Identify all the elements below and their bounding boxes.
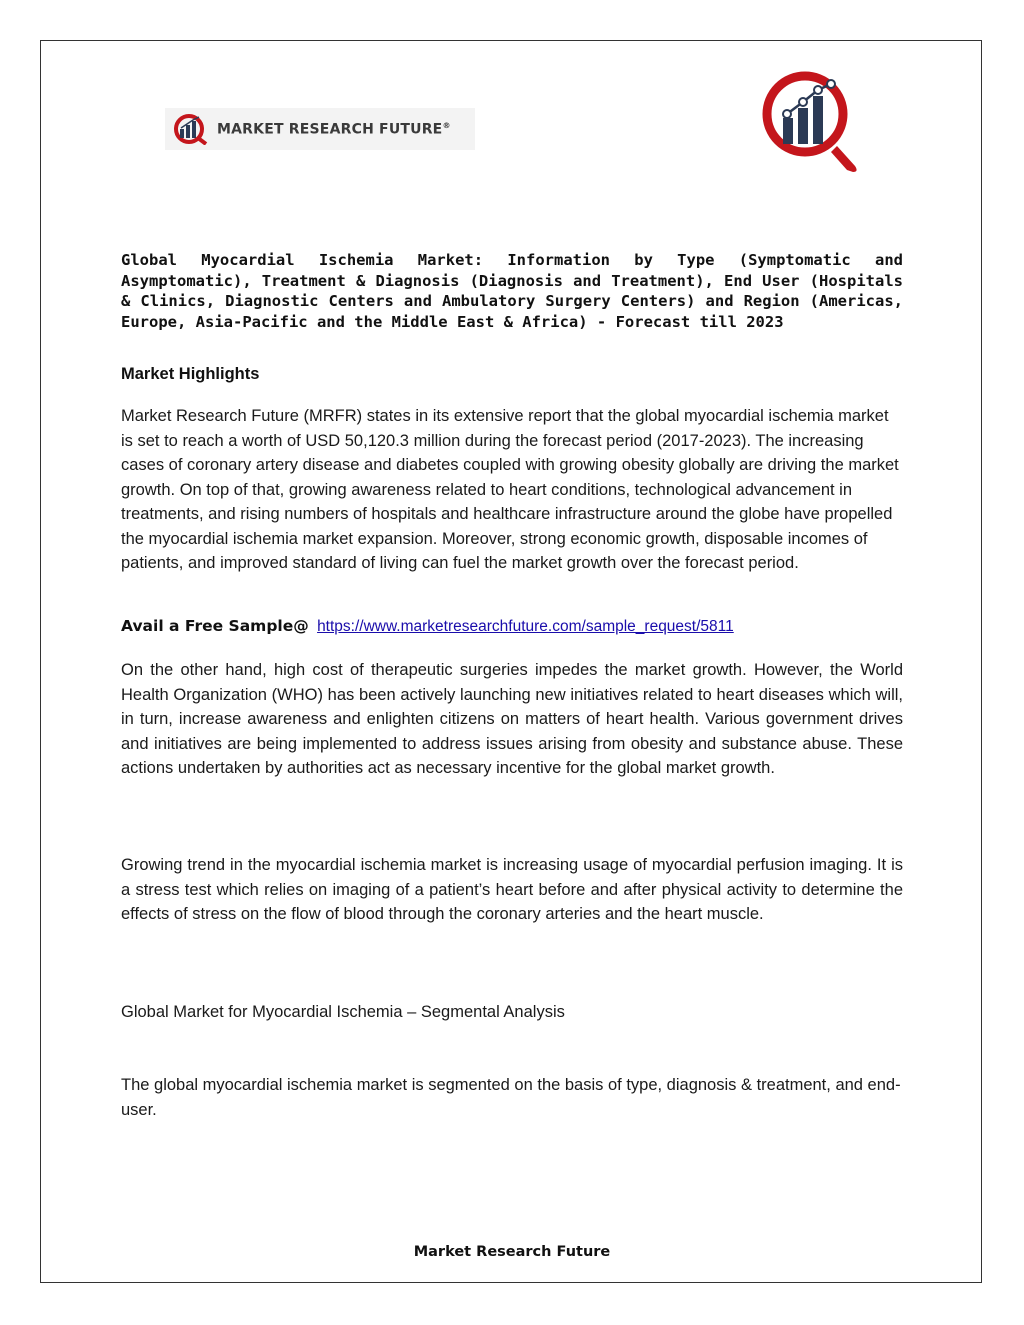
free-sample-line: [121, 617, 734, 636]
logo-wordmark: MARKET RESEARCH FUTURE®: [217, 120, 451, 138]
document-title: Global Myocardial Ischemia Market: Information by Type (Symptomatic and Asymptomatic), Treatment & Diagnosis (Diagnosis and Treatment), End User (Hospitals & Clinics, Diagnostic Centers and Ambulatory Surgery Centers) and Region (Americas, Europe, Asia-Pacific and the Middle East & Africa) - Forecast till 2023: [121, 251, 903, 331]
free-sample-label: Avail a Free Sample@: [121, 617, 309, 635]
sample-request-link[interactable]: https://www.marketresearchfuture.com/sample_request/5811: [317, 618, 734, 635]
header-logo-banner: [165, 108, 475, 150]
segmental-analysis-heading: Global Market for Myocardial Ischemia – Segmental Analysis: [121, 1003, 565, 1021]
market-highlights-paragraph: Market Research Future (MRFR) states in its extensive report that the global myocardial ischemia market is set to reach a worth of USD 50,120.3 million during the forecast period (2017-2023). The increasing cases of coronary artery disease and diabetes coupled with growing obesity globally are driving the market growth. On top of that, growing awareness related to heart conditions, technological advancement in treatments, and rising numbers of hospitals and healthcare infrastructure around the globe have propelled the myocardial ischemia market expansion. Moreover, strong economic growth, disposable incomes of patients, and improved standard of living can fuel the market growth over the forecast period.: [121, 407, 899, 572]
mrf-large-logo-icon: [755, 66, 867, 176]
cost-paragraph: On the other hand, high cost of therapeutic surgeries impedes the market growth. However, the World Health Organization (WHO) has been actively launching new initiatives related to heart diseases which will, in turn, increase awareness and enlighten citizens on matters of heart health. Various government drives and initiatives are being implemented to address issues arising from obesity and substance abuse. These actions undertaken by authorities act as necessary incentive for the global market growth.: [121, 661, 903, 777]
mrf-logo-icon: [171, 113, 211, 145]
segmentation-paragraph: The global myocardial ischemia market is segmented on the basis of type, diagnosis & treatment, and end-user.: [121, 1076, 901, 1119]
trend-paragraph: Growing trend in the myocardial ischemia market is increasing usage of myocardial perfusion imaging. It is a stress test which relies on imaging of a patient’s heart before and after physical activity to determine the effects of stress on the flow of blood through the coronary arteries and the heart muscle.: [121, 856, 903, 923]
market-highlights-heading: Market Highlights: [121, 365, 260, 383]
page-footer: Market Research Future: [413, 1244, 611, 1260]
